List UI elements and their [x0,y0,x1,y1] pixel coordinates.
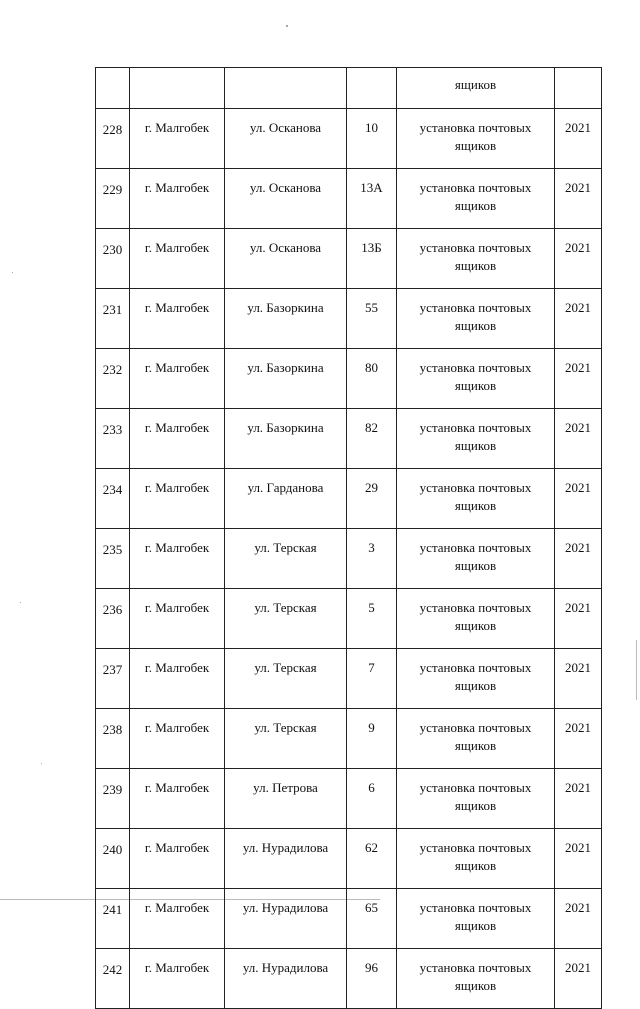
cell-year: 2021 [555,409,602,469]
cell-num: 233 [96,409,130,469]
cell-num [96,68,130,109]
cell-city: г. Малгобек [130,349,225,409]
cell-street: ул. Гарданова [225,469,347,529]
cell-year: 2021 [555,229,602,289]
cell-num: 241 [96,889,130,949]
cell-house: 62 [347,829,397,889]
cell-year: 2021 [555,829,602,889]
cell-work [397,709,555,769]
cell-num: 234 [96,469,130,529]
cell-street: ул. Терская [225,589,347,649]
cell-street: ул. Базоркина [225,409,347,469]
cell-work-line1: установка почтовых [419,300,532,315]
table-row [96,889,602,949]
cell-work [397,349,555,409]
cell-city: г. Малгобек [130,169,225,229]
cell-year: 2021 [555,949,602,1009]
cell-city: г. Малгобек [130,649,225,709]
cell-work-line1: установка почтовых [419,480,532,495]
scan-speck [20,602,21,603]
cell-house: 82 [347,409,397,469]
cell-work [397,649,555,709]
cell-work [397,409,555,469]
cell-work-line2: ящиков [454,138,497,153]
cell-year: 2021 [555,349,602,409]
cell-street: ул. Терская [225,529,347,589]
cell-street: ул. Терская [225,649,347,709]
cell-city: г. Малгобек [130,409,225,469]
cell-year: 2021 [555,769,602,829]
cell-work-line2: ящиков [454,738,497,753]
cell-street [225,68,347,109]
address-table [95,67,602,1009]
table-row [96,289,602,349]
table-row [96,409,602,469]
cell-work-line1: установка почтовых [419,240,532,255]
cell-house: 6 [347,769,397,829]
cell-work-line1: установка почтовых [419,720,532,735]
cell-work [397,829,555,889]
cell-num: 235 [96,529,130,589]
cell-num: 230 [96,229,130,289]
cell-city: г. Малгобек [130,229,225,289]
cell-street: ул. Базоркина [225,349,347,409]
cell-city: г. Малгобек [130,589,225,649]
cell-work-line2: ящиков [454,438,497,453]
cell-num: 228 [96,109,130,169]
cell-street: ул. Осканова [225,169,347,229]
cell-house: 10 [347,109,397,169]
cell-house [347,68,397,109]
cell-num: 231 [96,289,130,349]
cell-work-line1: установка почтовых [419,420,532,435]
cell-work-line2: ящиков [454,978,497,993]
cell-year: 2021 [555,529,602,589]
cell-street: ул. Терская [225,709,347,769]
cell-work-line2: ящиков [454,618,497,633]
table-row [96,709,602,769]
table-row [96,769,602,829]
table-row [96,529,602,589]
scan-speck [41,763,42,764]
cell-work-line2: ящиков [454,798,497,813]
scan-speck [286,25,288,27]
cell-city: г. Малгобек [130,709,225,769]
cell-house: 3 [347,529,397,589]
cell-year: 2021 [555,649,602,709]
cell-work [397,769,555,829]
cell-work-line2: ящиков [454,678,497,693]
cell-num: 239 [96,769,130,829]
cell-house: 13Б [347,229,397,289]
cell-street: ул. Нурадилова [225,889,347,949]
cell-work [397,289,555,349]
cell-year: 2021 [555,289,602,349]
cell-house: 80 [347,349,397,409]
table-continuation-row [96,68,602,109]
cell-city: г. Малгобек [130,769,225,829]
cell-street: ул. Базоркина [225,289,347,349]
cell-house: 5 [347,589,397,649]
cell-work [397,109,555,169]
cell-num: 238 [96,709,130,769]
cell-year: 2021 [555,469,602,529]
cell-work [397,169,555,229]
table-row [96,109,602,169]
cell-house: 13А [347,169,397,229]
table-row [96,589,602,649]
cell-work-line2: ящиков [454,858,497,873]
cell-work-line1: установка почтовых [419,660,532,675]
table-row [96,949,602,1009]
cell-work [397,889,555,949]
cell-city: г. Малгобек [130,889,225,949]
cell-work-line2: ящиков [454,558,497,573]
table-row [96,469,602,529]
cell-work [397,229,555,289]
cell-year: 2021 [555,709,602,769]
cell-work-line2: ящиков [454,258,497,273]
cell-num: 242 [96,949,130,1009]
cell-street: ул. Осканова [225,109,347,169]
cell-num: 240 [96,829,130,889]
cell-work [397,949,555,1009]
table-row [96,169,602,229]
cell-house: 7 [347,649,397,709]
cell-work [397,589,555,649]
cell-house: 65 [347,889,397,949]
cell-year [555,68,602,109]
cell-work-line2: ящиков [454,918,497,933]
cell-year: 2021 [555,109,602,169]
cell-num: 237 [96,649,130,709]
cell-work-line1: установка почтовых [419,120,532,135]
cell-year: 2021 [555,589,602,649]
cell-house: 9 [347,709,397,769]
cell-work-line2: ящиков [454,378,497,393]
cell-work-line1: установка почтовых [419,960,532,975]
cell-work-line1: установка почтовых [419,180,532,195]
scan-speck [12,272,13,273]
cell-work-line1: установка почтовых [419,360,532,375]
table-row [96,649,602,709]
cell-street: ул. Нурадилова [225,829,347,889]
cell-work [397,469,555,529]
cell-city: г. Малгобек [130,469,225,529]
cell-work-line1: установка почтовых [419,840,532,855]
cell-city [130,68,225,109]
cell-work-line1: установка почтовых [419,600,532,615]
cell-street: ул. Петрова [225,769,347,829]
cell-street: ул. Осканова [225,229,347,289]
cell-work-line1: установка почтовых [419,900,532,915]
cell-num: 229 [96,169,130,229]
cell-work-line2: ящиков [454,198,497,213]
cell-street: ул. Нурадилова [225,949,347,1009]
cell-work-line1: установка почтовых [419,540,532,555]
table-row [96,829,602,889]
cell-city: г. Малгобек [130,289,225,349]
cell-work: ящиков [397,68,555,109]
cell-city: г. Малгобек [130,949,225,1009]
cell-city: г. Малгобек [130,109,225,169]
cell-city: г. Малгобек [130,529,225,589]
cell-year: 2021 [555,169,602,229]
cell-house: 55 [347,289,397,349]
cell-work [397,529,555,589]
cell-work-line2: ящиков [454,318,497,333]
cell-year: 2021 [555,889,602,949]
cell-num: 236 [96,589,130,649]
cell-num: 232 [96,349,130,409]
cell-work-line1: установка почтовых [419,780,532,795]
scan-edge-line [636,640,637,700]
table-row [96,349,602,409]
cell-house: 29 [347,469,397,529]
cell-city: г. Малгобек [130,829,225,889]
table-row [96,229,602,289]
cell-house: 96 [347,949,397,1009]
cell-work-line2: ящиков [454,498,497,513]
